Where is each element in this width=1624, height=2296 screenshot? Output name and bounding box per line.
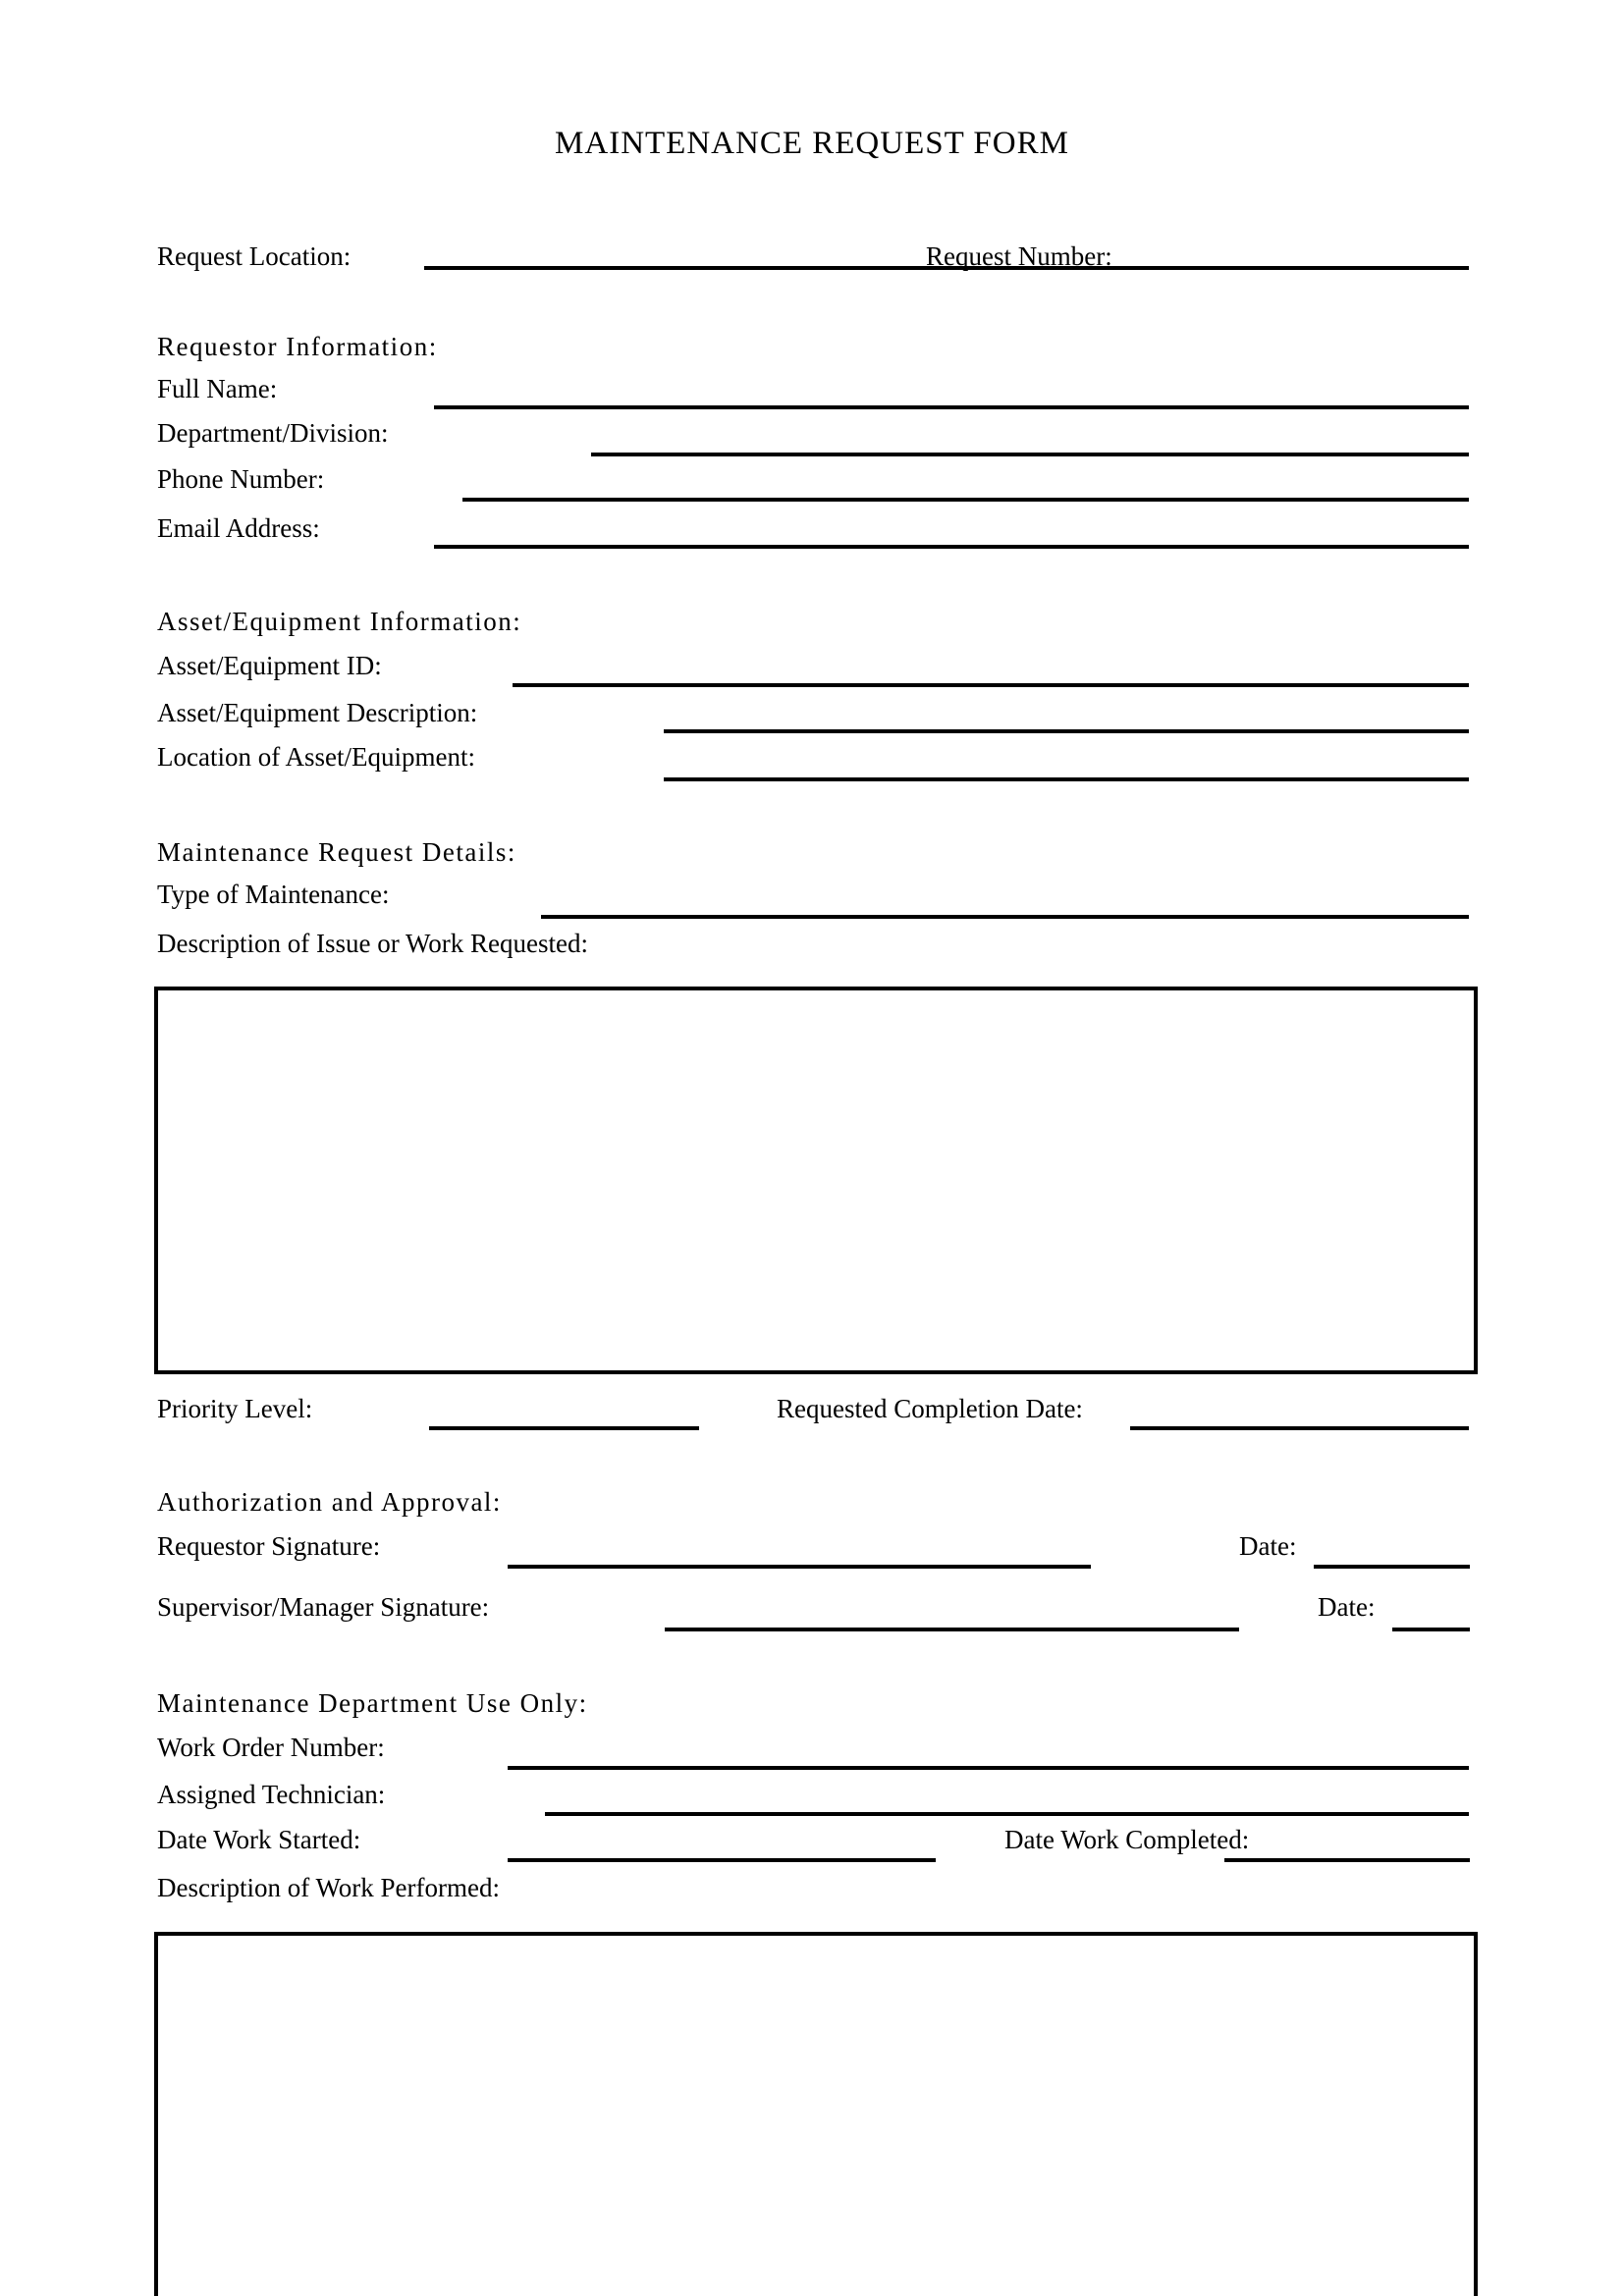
phone-number-label: Phone Number: <box>157 464 325 494</box>
full-name-field-line[interactable] <box>434 405 1469 409</box>
maintenance-department-use-only-heading: Maintenance Department Use Only: <box>157 1688 588 1718</box>
authorization-approval-heading: Authorization and Approval: <box>157 1487 502 1517</box>
supervisor-signature-field-line[interactable] <box>665 1628 1239 1631</box>
requestor-date-field-line[interactable] <box>1314 1565 1470 1569</box>
priority-level-field-line[interactable] <box>429 1426 699 1430</box>
asset-equipment-description-label: Asset/Equipment Description: <box>157 698 478 727</box>
assigned-technician-label: Assigned Technician: <box>157 1780 386 1809</box>
maintenance-request-details-heading: Maintenance Request Details: <box>157 837 516 867</box>
email-address-field-line[interactable] <box>434 545 1469 549</box>
department-division-label: Department/Division: <box>157 418 389 448</box>
asset-equipment-information-heading: Asset/Equipment Information: <box>157 607 522 636</box>
priority-level-label: Priority Level: <box>157 1394 313 1423</box>
supervisor-date-field-line[interactable] <box>1392 1628 1470 1631</box>
department-division-field-line[interactable] <box>591 453 1469 456</box>
date-work-completed-field-line[interactable] <box>1224 1858 1470 1862</box>
page-title: MAINTENANCE REQUEST FORM <box>555 126 1069 161</box>
supervisor-date-label: Date: <box>1318 1592 1376 1622</box>
assigned-technician-field-line[interactable] <box>545 1812 1469 1816</box>
asset-equipment-id-field-line[interactable] <box>513 683 1469 687</box>
asset-equipment-id-label: Asset/Equipment ID: <box>157 651 382 680</box>
phone-number-field-line[interactable] <box>462 498 1469 502</box>
request-location-label: Request Location: <box>157 241 352 271</box>
asset-equipment-location-label: Location of Asset/Equipment: <box>157 742 475 772</box>
type-of-maintenance-label: Type of Maintenance: <box>157 880 390 909</box>
work-order-number-label: Work Order Number: <box>157 1733 385 1762</box>
asset-equipment-description-field-line[interactable] <box>664 729 1469 733</box>
date-work-completed-label: Date Work Completed: <box>1004 1825 1250 1854</box>
issue-description-box[interactable] <box>154 987 1478 1374</box>
work-order-number-field-line[interactable] <box>508 1766 1469 1770</box>
date-work-started-field-line[interactable] <box>508 1858 936 1862</box>
work-performed-box[interactable] <box>154 1932 1478 2296</box>
asset-equipment-location-field-line[interactable] <box>664 777 1469 781</box>
request-number-label: Request Number: <box>926 241 1112 271</box>
supervisor-signature-label: Supervisor/Manager Signature: <box>157 1592 490 1622</box>
full-name-label: Full Name: <box>157 374 278 403</box>
type-of-maintenance-field-line[interactable] <box>541 915 1469 919</box>
requestor-signature-field-line[interactable] <box>508 1565 1091 1569</box>
email-address-label: Email Address: <box>157 513 320 543</box>
requestor-information-heading: Requestor Information: <box>157 332 438 361</box>
requested-completion-date-label: Requested Completion Date: <box>777 1394 1083 1423</box>
issue-description-label: Description of Issue or Work Requested: <box>157 929 588 958</box>
requestor-signature-label: Requestor Signature: <box>157 1531 381 1561</box>
requested-completion-date-field-line[interactable] <box>1130 1426 1469 1430</box>
work-performed-label: Description of Work Performed: <box>157 1873 500 1902</box>
requestor-date-label: Date: <box>1239 1531 1297 1561</box>
date-work-started-label: Date Work Started: <box>157 1825 361 1854</box>
